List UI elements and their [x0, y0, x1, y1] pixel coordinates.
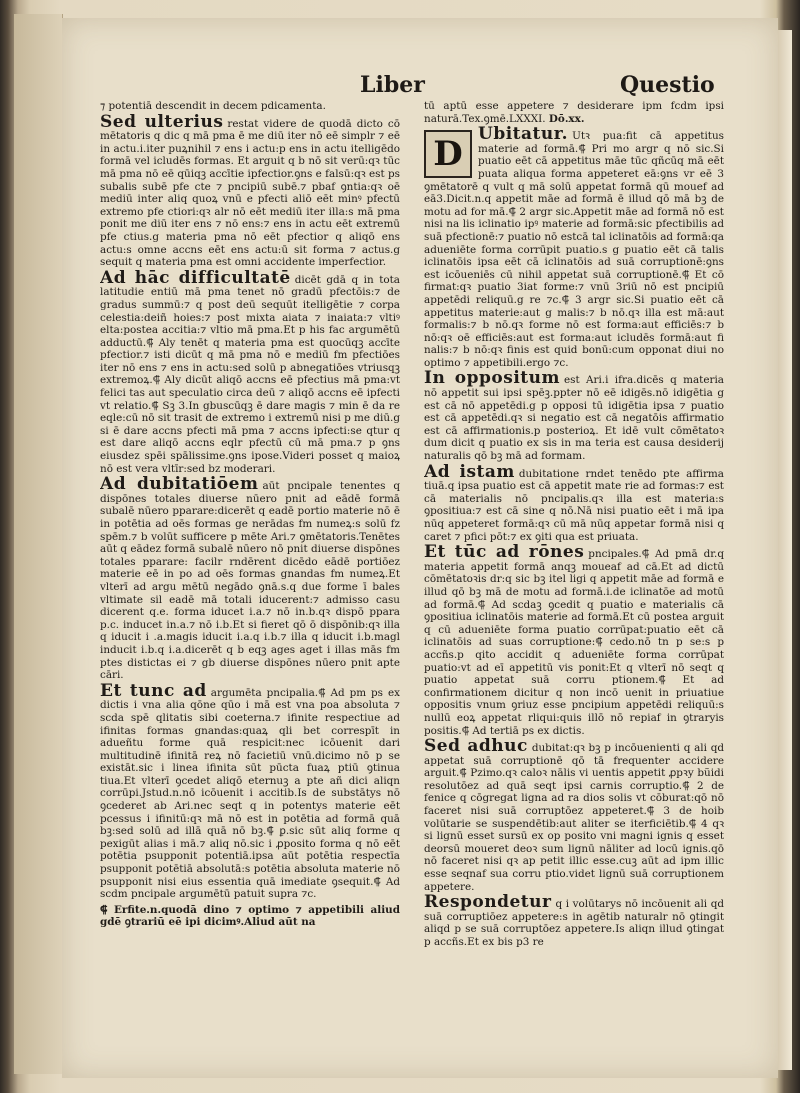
- paragraph: ⸿ Erfite.n.quodā dino ⁊ optimo ⁊ appetibili aliud gdē ꝯtrariū eē ipi dicimꝰ.Aliud aūt na: [100, 903, 400, 929]
- section-heading: Et tunc ad: [100, 680, 207, 701]
- header-left: Liber: [360, 72, 425, 98]
- previous-page-edge: [14, 14, 63, 1074]
- paragraph: [424, 124, 724, 369]
- paragraph-text: dubitatione rndet tenēdo pte affirma tiuā.q ipsa puatio est cā appetit mate rie ad formas:⁊ est cā materialis nō pncipalis.qꝛ illa est materia:s ꝯpositiua:⁊ est cā sine q nō.Nā nisi puatio eēt i mā ipa nūq appeteret formā:qꝛ cū mā nūq appetar formā nisi q caret ⁊ pfici pōt:⁊ ex ꝯiti qua est priuata.: [424, 467, 724, 543]
- paragraph-text: est Ari.i ifra.dicēs q materia nō appetit sui ipsi spēꝫ.ppter nō eē idigēs.nō idigētia g est cā nō appetēdi.g p opposi tū idigētia ipsa ⁊ puatio est cā appetēdi.qꝛ si negatio est cā negatōis affirmatio est cā affirmationis.p posterioꝝ. Et idē vult cōmētatoꝛ dum dicit q puatio ex sis in ma teria est causa desiderij naturalis qō bꝫ mā ad formam.: [424, 374, 724, 463]
- paragraph-text: restat videre de quodā dicto cō mētatoris q dic q mā pma ē me diū iter nō eē simplr ⁊ eē in actu.i.iter puꝝnihil ⁊ ens i actu:p ens in actu itelligēdo formā vel icludēs formas. Et arguit q b nō sit verū:qꝛ tūc mā pma nō eē qūiqꝫ accītie ipfectior.ꝯns e falsū:qꝛ est ps subalis subē pfe cte ⁊ pncipiū subē.⁊ pbaf ꝯntia:qꝛ oē mediū inter aliq quoꝝ vnū e pfecti aliō eēt minꝰ pfectū extremo pfe ctiori:qꝛ alr nō eēt mediū iter illa:s mā pma ponit me diū iter ens ⁊ nō ens:⁊ ens in actu eēt extremū pfe ctius.g materia pma nō eēt pfectior q aliqō ens actu:s omne accns eēt ens actu:ū sit forma ⁊ actus.g sequit q materia pma est omni accidente imperfectior.: [100, 117, 400, 269]
- section-heading: Ad hāc difficultatē: [100, 267, 291, 288]
- paragraph: [424, 100, 724, 125]
- paragraph-text: argumēta pncipalia.⸿ Ad pm ps ex dictis i vna alia qōne qūo i mā est vna poa absoluta ⁊ scda spē qlitatis sibi coeterna.⁊ ifinite respectiue ad ifinitas formas gnandas:quaꝝ qli bet correspīt in adueñtu forme quā respicit:nec icōuenit dari multitudinē ifinitā reꝝ nō facietiū vnū.dicimo nō p se existāt.sic i linea ifinita sūt pūcta fuaꝝ ptiū ꝯtinua tiua.Et vlterī ꝯcedet aliqō eternuꝫ a pte añ dici aliqn corrūpi.Jstud.n.nō icōuenit i accitib.Is de substātys nō ꝯcederet ab Ari.nec seqt q in potentys materie eēt pcessus i ifinitū:qꝛ mā nō est in potētia ad formā quā bꝫ:sed solū ad illā quā nō bꝫ.⸿ ꝑ.sic sūt aliq forme q pexigūt alias i mā.⁊ aliq nō.sic i ꝓposito forma q nō eēt potētia psupponit potentiā.ipsa aūt potētia respectīa psupponit potētiā absolutā:s potētia absoluta materie nō psupponit nisi eius essentia quā imediate ꝯsequit.⸿ Ad scdm pncipale argumētū patuit supra ⁊c.: [100, 686, 400, 901]
- paragraph: [424, 461, 724, 544]
- page-edge: [778, 30, 792, 1070]
- paragraph: [100, 267, 400, 476]
- paragraph: [424, 736, 724, 893]
- paragraph: [100, 474, 400, 682]
- header-right: Questio: [620, 72, 715, 98]
- section-heading: Ad dubitatiōem: [100, 474, 259, 495]
- paragraph: [424, 368, 724, 463]
- left-column: [100, 100, 400, 1060]
- right-column: [424, 100, 724, 1060]
- paragraph-text: pncipales.⸿ Ad pmā dr.q materia appetit formā anqꝫ moueaf ad cā.Et ad dictū cōmētatoꝛis dr:q sic bꝫ itel ligi q appetit māe ad formā e illud qō bꝫ mā de motu ad formā.i.de iclinatōe ad motū ad formā.⸿ Ad scdaꝫ ꝯcedit q puatio e materialis cā ꝯpositiua iclinatōis materie ad formā.Et cū postea arguit q cū adueniēte forma puatio corrūpat:puatio eēt cā iclinatōis ad suas corruptione:⸿ cedo.nō tn p se:s p accñs.p qito accidit q adueniēte forma corrūpat puatio:vt ad eī appetitū vis ponit:Et q vlterī nō seqt q puatio appetat suā corru ptionem.⸿ Et ad confirmationem dicitur q non incō uenit in priuatiue oppositis vnum ꝯriuz esse pncipium appetēdi reliquū:s nullū eoꝝ appetat rliqui:quis illō nō repiaf in ꝯtraryis positis.⸿ Ad tertiā ps ex dictis.: [424, 548, 724, 737]
- section-heading: Et tūc ad rōnes: [424, 542, 585, 563]
- paragraph-text: q i volūtarys nō incōuenit ali qd suā corruptiōez appetere:s in agētib naturalr nō ꝯtingit aliqd p se suā corruptōez appetere.Is aliqn illud ꝯtingat p accñs.Et ex bis p3 re: [424, 898, 724, 948]
- section-heading: In oppositum: [424, 368, 560, 389]
- paragraph-text: aūt pncipale tenentes q dispōnes totales diuerse nūero pnit ad eādē formā subalē nūero pparare:dicerēt q eadē portio materie nō ē in potētia ad oēs formas ge nerādas fm numeꝝ:s solū fz spēm.⁊ b volūt sufficere p mēte Ari.⁊ ꝯmētatoris.Tenētes aūt q eādez formā subalē nūero nō pnit diuerse dispōnes totales pparare: facilr rndērent dicēdo eādē portiōez materie eē in po ad oēs formas gnandas fm numeꝝ.Et vlterī ad argu mētū negādo ꝯnā.s.q due forme ī bales vltimate sil eadē mā totali iducerent:⁊ admisso casu dicerent q.e. forma iducet i.a.⁊ nō in.b.qꝛ dispō ppara p.c. inducet in.a.⁊ nō i.b.Et si fieret qō ō dispōnib:qꝛ illa q iducit i .a.magis iducit i.a.q i.b.⁊ illa q iducit i.b.magl inducit i.b.q i.a.dicerēt q b eqꝫ ages aget i illas mās fm ptes distictas ei ⁊ gb diuerse dispōnes nūero pnit apte cāri.: [100, 480, 400, 682]
- decorated-initial: D: [424, 130, 472, 178]
- section-heading: Ad istam: [424, 461, 515, 482]
- paragraph-text: dicēt gdā q in tota latitudie entiū mā pma tenet nō gradū pfectōis:⁊ de gradus summū:⁊ q post deū sequūt itelligētie ⁊ corpa celestia:deiñ hoies:⁊ post mixta aiata ⁊ inaiata:⁊ vltiꝰ elta:postea accitia:⁊ vltio mā pma.Et p his fac argumētū adductū.⸿ Aly tenēt q materia pma est quocūqꝫ accīte pfectior.⁊ isti dicūt q mā pma nō e mediū fm pfectiōes iter nō ens ⁊ ens in actu:sed solū p abnegatiōes vtriusqꝫ extremoꝝ.⸿ Aly dicūt aliqō accns eē pfectius mā pma:vt felici tas aut speculatio circa deū ⁊ aliqō accns eē ipfecti vt relatio.⸿ Sꝫ 3.In gbuscūqꝫ ē dare magis ⁊ min ē da re eqle:cū nō sit trasit de extremo i extremū nisi p me diū.g si ē dare accns pfecti mā pma ⁊ accns ipfecti:se qtur q est dare aliqō accns eqlr pfectū cū mā pma.⁊ p ꝯns eiusdez spēi spālissime.ꝯns ipose.Videri posset q maioꝝ nō est vera vltīr:sed bz moderari.: [100, 273, 400, 475]
- running-header: [100, 72, 720, 100]
- section-heading: Sed ulterius: [100, 111, 224, 132]
- paragraph: [424, 542, 724, 737]
- paragraph-text: dubitat:qꝛ bꝫ p incōuenienti q ali qd appetat suā corruptionē qō tā frequenter accidere arguit.⸿ Pzimo.qꝛ caloꝛ nālis vi uentis appetit ꝓpꝛy bũidi resolutōez ad quā seqt ipsi carnis corruptio.⸿ 2 de fenice q cōgregat ligna ad ra dios solis vt cōburat:qō nō faceret nisi suā corruptōez appeteret.⸿ 3 de hoib volūtarie se suspendētib:aut aliter se iterficiētib.⸿ 4 qꝛ si lignū esset sursū ex op posito vni magni ignis q esset deorsū moueret deoꝛ sum lignū nāliter ad locū ignis.qō nō faceret nisi qꝛ ap petit illic esse.cuꝫ aūt ad ipm illic esse seqnaf sua corru ptio.videt lignū suā corruptionem appetere.: [424, 742, 724, 893]
- paragraph-text: Utꝛ pua:fit cā appetitus materie ad formā.⸿ Pri mo argr q nō sic.Si puatio eēt cā appetitus māe tūc qñcūq mā eēt puata aliqua forma appeteret eā:ꝯns vr eē 3 ꝯmētatorē q vult q mā solū appetat formā qū mouef ad eā3.Dicit.n.q appetit māe ad formā ē illud qō mā bꝫ de motu ad for mā.⸿ 2 argr sic.Appetit māe ad formā nō est nisi na lis iclinatio ipꝰ materie ad formā:sic pfectibilis ad suā pfectionē:⁊ puatio nō estcā tal iclinatōis ad formā:qa adueniēte forma corrūpit puatio.s g puatio eēt cā talis iclinatōis ipsa eēt cā iclinatōis ad suā corruptionē:ꝯns est icōueniēs cū nihil appetat suā corruptionē.⸿ Et cō firmat:qꝛ puatio 3iat forme:⁊ vnū 3riū nō est pncipiū appetēdi reliquū.g re ⁊c.⸿ 3 argr sic.Si puatio eēt cā appetitus materie:aut g malis:⁊ b nō.qꝛ illa est mā:aut formalis:⁊ b nō.qꝛ forme nō est forma:aut efficiēs:⁊ b nō:qꝛ oē efficiēs:aut est forma:aut icludēs formā:aut fi nalis:⁊ b nō:qꝛ finis est quid bonū:cum opponat diui no optimo ⁊ appetibili.ergo ⁊c.: [424, 130, 724, 369]
- paragraph-text: tū aptū esse appetere ⁊ desiderare ipm fcdm ipsi naturā.Tex.ꝯmē.LXXXI.: [424, 100, 724, 125]
- section-heading: Sed adhuc: [424, 736, 528, 757]
- paragraph: [100, 680, 400, 901]
- section-heading: Ubitatur.: [478, 124, 569, 145]
- section-heading: Respondetur: [424, 892, 552, 913]
- paragraph: ⁊ potentiā descendit in decem pdicamenta.: [100, 100, 326, 112]
- question-number: Dō.xx.: [548, 112, 585, 125]
- paragraph: [100, 111, 400, 269]
- paragraph: [424, 892, 724, 948]
